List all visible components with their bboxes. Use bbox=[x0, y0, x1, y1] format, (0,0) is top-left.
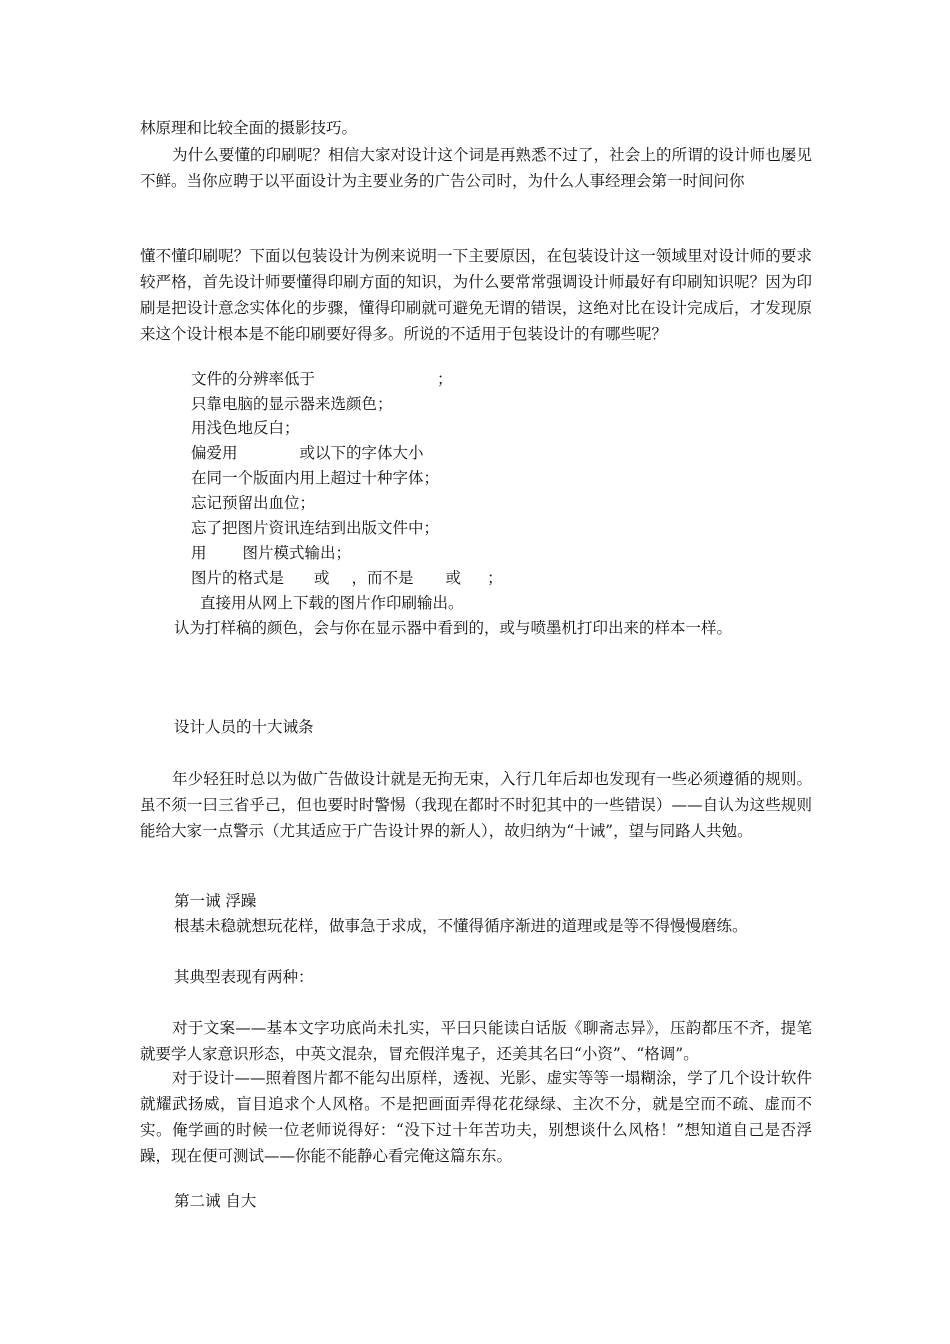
list-item: 图片的格式是 或 ，而不是 或 ； bbox=[191, 569, 503, 587]
list-item: 直接用从网上下载的图片作印刷输出。 bbox=[200, 594, 464, 612]
list-item: 忘记预留出血位； bbox=[191, 494, 316, 512]
list-item: 用 图片模式输出； bbox=[191, 544, 352, 562]
list-item: 只靠电脑的显示器来选颜色； bbox=[191, 395, 393, 413]
list-item: 用浅色地反白； bbox=[191, 419, 300, 437]
list-item: 忘了把图片资讯连结到出版文件中； bbox=[191, 519, 440, 537]
paragraph-why-printing: 为什么要懂的印刷呢？相信大家对设计这个词是再熟悉不过了，社会上的所谓的设计师也屡见不鲜。当你应聘于以平面设计为主要业务的广告公司时，为什么人事经理会第一时间问你 bbox=[140, 146, 812, 190]
heading-first-rule: 第一诫 浮躁 bbox=[174, 892, 257, 910]
list-item: 在同一个版面内用上超过十种字体； bbox=[191, 469, 440, 487]
paragraph-continuation: 林原理和比较全面的摄影技巧。 bbox=[140, 119, 358, 137]
paragraph-design: 对于设计——照着图片都不能勾出原样，透视、光影、虚实等等一塌糊涂，学了几个设计软件就耀武扬威，盲目追求个人风格。不是把画面弄得花花绿绿、主次不分，就是空而不疏、虚而不实。俺学画的时候一位老师说得好：“没下过十年苦功夫，别想谈什么风格！”想知道自己是否浮躁，现在便可测试——你能不能静心看完俺这篇东东。 bbox=[140, 1069, 812, 1165]
section-title: 设计人员的十大诫条 bbox=[174, 718, 314, 736]
heading-second-rule: 第二诫 自大 bbox=[174, 1192, 257, 1210]
list-item: 偏爱用 或以下的字体大小 bbox=[191, 444, 424, 462]
list-item: 认为打样稿的颜色，会与你在显示器中看到的，或与喷墨机打印出来的样本一样。 bbox=[174, 619, 733, 637]
paragraph-packaging-reason: 懂不懂印刷呢？下面以包装设计为例来说明一下主要原因，在包装设计这一领域里对设计师的要求较严格，首先设计师要懂得印刷方面的知识，为什么要常常强调设计师最好有印刷知识呢？因为印刷是把设计意念实体化的步骤，懂得印刷就可避免无谓的错误，这绝对比在设计完成后，才发现原来这个设计根本是不能印刷要好得多。所说的不适用于包装设计的有哪些呢？ bbox=[140, 247, 812, 343]
paragraph-intro: 年少轻狂时总以为做广告做设计就是无拘无束，入行几年后却也发现有一些必须遵循的规则。虽不须一曰三省乎己，但也要时时警惕（我现在都时不时犯其中的一些错误）——自认为这些规则能给大家一点警示（尤其适应于广告设计界的新人），故归纳为“十诫”，望与同路人共勉。 bbox=[140, 770, 812, 840]
paragraph-copywriting: 对于文案——基本文字功底尚未扎实，平曰只能读白话版《聊斋志异》，压韵都压不齐，提笔就要学人家意识形态，中英文混杂，冒充假洋鬼子，还美其名曰“小资”、“格调”。 bbox=[140, 1019, 812, 1063]
list-item: 文件的分辨率低于 ； bbox=[191, 370, 453, 388]
first-rule-description: 根基未稳就想玩花样，做事急于求成，不懂得循序渐进的道理或是等不得慢慢磨练。 bbox=[174, 917, 748, 935]
typical-label: 其典型表现有两种： bbox=[174, 968, 314, 986]
